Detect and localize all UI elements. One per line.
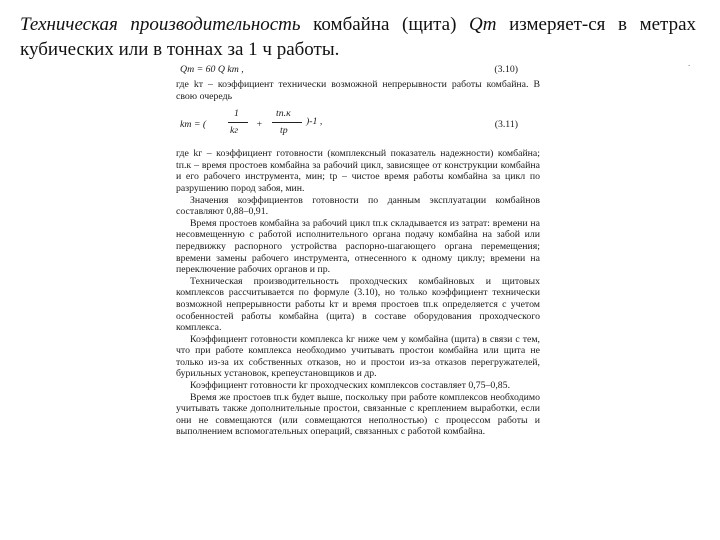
formula-3-11-prefix: kт = (	[180, 119, 207, 131]
formula-3-11-frac2-den: tр	[280, 125, 288, 137]
formula-3-10-text: Qт = 60 Q kт ,	[180, 64, 244, 75]
formula-3-11-plus: +	[256, 119, 263, 131]
header-q-symbol: Qт	[469, 14, 497, 35]
formula-3-11-frac1-num: 1	[234, 108, 239, 120]
formula-3-11-frac2-bar	[272, 122, 302, 123]
formula-3-11-number: (3.11)	[494, 119, 518, 131]
paragraph-4: Время простоев комбайна за рабочий цикл tп.к складывается из затрат: времени на несовмещенную с работой исполнительного органа подачу комбайна на забой или передвижку распорного устройства распорно-шагающего органа перемещения; времени замены рабочего инструмента, отнесенного к одному циклу; времени на переключение рабочих органов и пр.	[176, 217, 540, 276]
scanned-page	[176, 64, 540, 438]
paragraph-6: Коэффициент готовности комплекса kг ниже чем у комбайна (щита) в связи с тем, что при работе комплекса необходимо учитывать простои комбайна или щита не только из-за их собственных отказов, но и простои из-за отказов перегружателей, бурильных установок, крепеустановщиков и др.	[176, 333, 540, 380]
formula-3-10	[176, 64, 540, 79]
stray-mark: .	[688, 58, 691, 68]
formula-3-11-frac2-num: tп.к	[276, 108, 291, 120]
paragraph-5: Техническая производительность проходческих комбайновых и щитовых комплексов рассчитывается по формуле (3.10), но только коэффициент технически возможной непрерывности работы kт и время простоев tп.к определяется с учетом особенностей работы комбайна (щита) в составе оборудования проходческого комплекса.	[176, 275, 540, 334]
header-part2: комбайна (щита)	[300, 14, 470, 35]
formula-3-10-number: (3.10)	[494, 64, 518, 75]
paragraph-8: Время же простоев tп.к будет выше, поскольку при работе комплексов необходимо учитывать также дополнительные простои, связанные с креплением выработки, если они не совмещаются (или совмещаются неполностью) с процессом работы и выполнением вспомогательных операций, связанных с работой комбайна.	[176, 391, 540, 438]
header-text	[20, 12, 696, 62]
header-term: Техническая производительность	[20, 14, 301, 35]
paragraph-7: Коэффициент готовности kг проходческих комплексов составляет 0,75–0,85.	[190, 380, 511, 392]
formula-3-11-frac1-bar	[228, 122, 248, 123]
paragraph-3: Значения коэффициентов готовности по данным эксплуатации комбайнов составляют 0,88–0,91.	[176, 194, 540, 218]
header-part3: измеряет-ся в метрах кубических или в тоннах за 1 ч работы.	[20, 14, 696, 60]
paragraph-1: где kт – коэффициент технически возможной непрерывности работы комбайна. В свою очередь	[176, 79, 540, 102]
formula-3-11-frac1-den: kг	[230, 125, 239, 137]
formula-3-11	[176, 104, 540, 144]
paragraph-2: где kг – коэффициент готовности (комплексный показатель надежности) комбайна; tп.к – время простоев комбайна за рабочий цикл, зависящее от конструкции комбайна и его рабочего инструмента, мин; tр – чистое время работы комбайна за цикл по разрушению пород забоя, мин.	[176, 148, 540, 194]
formula-3-11-suffix: )-1 ,	[306, 116, 323, 128]
